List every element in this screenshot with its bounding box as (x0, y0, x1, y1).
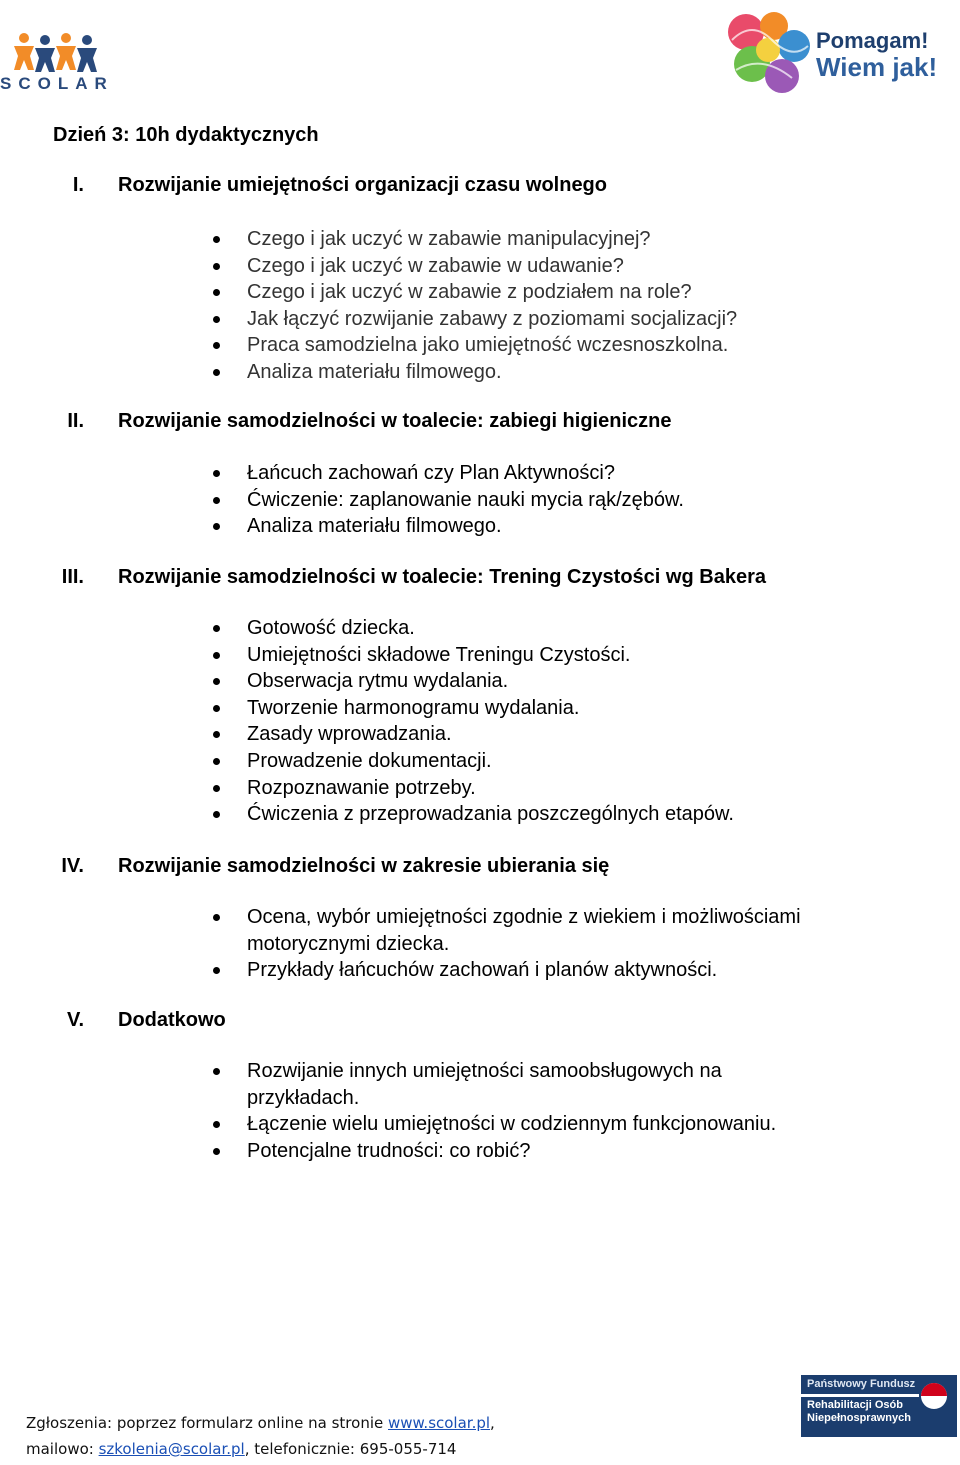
website-link[interactable]: www.scolar.pl (388, 1414, 491, 1432)
bullet-icon (213, 811, 220, 818)
scolar-logo (0, 30, 112, 98)
list-item: Obserwacja rytmu wydalania. (0, 668, 867, 695)
list-item: Rozwijanie innych umiejętności samoobsługowych na przykładach. (0, 1058, 787, 1111)
section-title: Rozwijanie samodzielności w toalecie: zabiegi higieniczne (118, 410, 672, 432)
list-item: Rozpoznawanie potrzeby. (0, 775, 867, 802)
list-item: Analiza materiału filmowego. (0, 359, 867, 386)
bullet-icon (213, 497, 220, 504)
scolar-wordmark: SCOLAR (0, 74, 114, 93)
document-title: Dzień 3: 10h dydaktycznych (53, 124, 319, 146)
list-item: Czego i jak uczyć w zabawie z podziałem na role? (0, 279, 867, 306)
list-item: Czego i jak uczyć w zabawie manipulacyjnej? (0, 226, 867, 253)
bullet-icon (213, 914, 220, 921)
section-heading-2 (0, 407, 960, 435)
bullet-icon (213, 758, 220, 765)
bullet-list-2 (0, 460, 960, 540)
list-item: Analiza materiału filmowego. (0, 513, 867, 540)
section-number: IV. (61, 855, 84, 877)
bullet-icon (213, 523, 220, 530)
bullet-icon (213, 470, 220, 477)
section-title: Rozwijanie samodzielności w toalecie: Trening Czystości wg Bakera (118, 566, 766, 588)
pfron-line-3: Niepełnosprawnych (807, 1412, 911, 1424)
list-item: Przykłady łańcuchów zachowań i planów aktywności. (0, 957, 867, 984)
section-number: II. (67, 410, 84, 432)
pfron-circle-icon (919, 1381, 949, 1411)
list-item: Ćwiczenia z przeprowadzania poszczególnych etapów. (0, 801, 867, 828)
bullet-icon (213, 1148, 220, 1155)
bullet-icon (213, 652, 220, 659)
bullet-list-1 (0, 226, 960, 386)
list-item: Praca samodzielna jako umiejętność wczesnoszkolna. (0, 332, 867, 359)
email-link[interactable]: szkolenia@scolar.pl (98, 1440, 245, 1458)
pomagam-text: Pomagam! (816, 28, 929, 53)
pfron-divider (801, 1394, 919, 1397)
footer-line-1: Zgłoszenia: poprzez formularz online na stronie www.scolar.pl, (26, 1414, 495, 1432)
bullet-icon (213, 342, 220, 349)
colorful-hands-icon (722, 10, 814, 100)
bullet-list-5 (0, 1058, 960, 1164)
list-item: Gotowość dziecka. (0, 615, 867, 642)
footer-contact (26, 1410, 495, 1462)
bullet-icon (213, 289, 220, 296)
bullet-icon (213, 967, 220, 974)
bullet-icon (213, 316, 220, 323)
bullet-icon (213, 236, 220, 243)
list-item: Ćwiczenie: zaplanowanie nauki mycia rąk/zębów. (0, 487, 867, 514)
pfron-line-1: Państwowy Fundusz (807, 1378, 916, 1390)
list-item: Prowadzenie dokumentacji. (0, 748, 867, 775)
list-item: Zasady wprowadzania. (0, 721, 867, 748)
pfron-logo (801, 1375, 957, 1437)
list-item: Tworzenie harmonogramu wydalania. (0, 695, 867, 722)
list-item: Potencjalne trudności: co robić? (0, 1138, 867, 1165)
section-title: Rozwijanie samodzielności w zakresie ubierania się (118, 855, 610, 877)
bullet-icon (213, 1068, 220, 1075)
section-number: V. (66, 1009, 84, 1031)
list-item: Jak łączyć rozwijanie zabawy z poziomami socjalizacji? (0, 306, 867, 333)
footer-line-2: mailowo: szkolenia@scolar.pl, telefonicznie: 695-055-714 (26, 1440, 457, 1458)
bullet-icon (213, 678, 220, 685)
bullet-icon (213, 1121, 220, 1128)
list-item: Ocena, wybór umiejętności zgodnie z wiekiem i możliwościami motorycznymi dziecka. (0, 904, 867, 957)
bullet-list-3 (0, 615, 960, 828)
bullet-icon (213, 705, 220, 712)
list-item: Umiejętności składowe Treningu Czystości. (0, 642, 867, 669)
list-item: Łączenie wielu umiejętności w codziennym funkcjonowaniu. (0, 1111, 867, 1138)
list-item: Łańcuch zachowań czy Plan Aktywności? (0, 460, 867, 487)
pomagam-logo (722, 10, 954, 100)
section-heading-1 (0, 171, 960, 199)
bullet-icon (213, 263, 220, 270)
bullet-icon (213, 785, 220, 792)
bullet-icon (213, 369, 220, 376)
section-heading-4 (0, 852, 960, 880)
bullet-icon (213, 731, 220, 738)
scolar-figures-icon (0, 30, 112, 76)
section-number: III. (61, 566, 84, 588)
section-title: Dodatkowo (118, 1009, 226, 1031)
wiem-jak-text: Wiem jak! (816, 52, 938, 82)
bullet-icon (213, 625, 220, 632)
section-heading-3 (0, 563, 960, 591)
section-number: I. (72, 174, 84, 196)
list-item: Czego i jak uczyć w zabawie w udawanie? (0, 253, 867, 280)
pfron-line-2: Rehabilitacji Osób (807, 1399, 903, 1411)
bullet-list-4 (0, 904, 960, 984)
section-heading-5 (0, 1006, 960, 1034)
section-title: Rozwijanie umiejętności organizacji czasu wolnego (118, 174, 607, 196)
